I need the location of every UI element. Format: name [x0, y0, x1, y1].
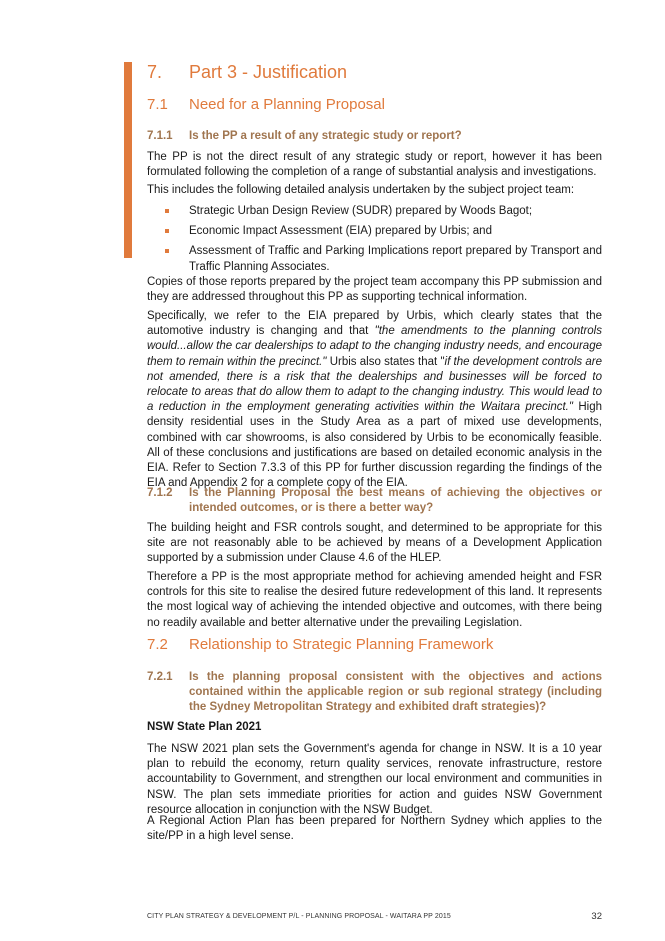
- heading-section-7-2-1: [147, 670, 602, 716]
- heading-number: 7.2: [147, 636, 168, 653]
- heading-title: Part 3 - Justification: [189, 62, 348, 82]
- heading-title: Need for a Planning Proposal: [189, 96, 385, 113]
- heading-number: 7.: [147, 62, 163, 82]
- heading-number: 7.1: [147, 96, 168, 113]
- page-number: 32: [591, 911, 602, 922]
- heading-number: 7.1.2: [147, 487, 173, 499]
- paragraph: Copies of those reports prepared by the project team accompany this PP submission and they are addressed throughout this PP as supporting technical information.: [147, 276, 602, 304]
- bullet-icon: [165, 229, 169, 233]
- paragraph: This includes the following detailed analysis undertaken by the subject project team:: [147, 184, 575, 196]
- list-item: Assessment of Traffic and Parking Implications report prepared by Transport and Traffic Planning Associates.: [147, 244, 602, 274]
- heading-section-7-1-1: [147, 129, 602, 144]
- heading-title: Is the planning proposal consistent with the objectives and actions contained within the applicable region or sub regional strategy (including the Sydney Metropolitan Strategy and exhibited draft strategies)?: [189, 671, 602, 714]
- bullet-icon: [165, 249, 169, 253]
- section-accent-bar: [124, 62, 132, 258]
- heading-section-7-2: [147, 636, 493, 653]
- paragraph: The PP is not the direct result of any strategic study or report, however it has been formulated following the completion of a range of substantial analysis and investigations.: [147, 151, 602, 179]
- page-footer: CITY PLAN STRATEGY & DEVELOPMENT P/L - PLANNING PROPOSAL - WAITARA PP 2015: [147, 913, 451, 920]
- heading-number: 7.2.1: [147, 671, 173, 683]
- heading-title: Relationship to Strategic Planning Framework: [189, 636, 494, 653]
- paragraph: The NSW 2021 plan sets the Government's agenda for change in NSW. It is a 10 year plan to rebuild the economy, return quality services, renovate infrastructure, restore accountability to Government, and strengthen our local environment and communities in NSW. The plan sets immediate priorities for action and guides NSW Government resource allocation in conjunction with the NSW Budget.: [147, 743, 602, 816]
- heading-number: 7.1.1: [147, 130, 173, 142]
- bullet-icon: [165, 209, 169, 213]
- subheading-nsw-state-plan: NSW State Plan 2021: [147, 721, 262, 733]
- list-item: Economic Impact Assessment (EIA) prepared by Urbis; and: [147, 224, 602, 239]
- bullet-list: [147, 204, 602, 280]
- heading-section-7-1: [147, 96, 385, 113]
- paragraph: A Regional Action Plan has been prepared for Northern Sydney which applies to the site/PP in a high level sense.: [147, 815, 602, 843]
- paragraph-urbis: Specifically, we refer to the EIA prepared by Urbis, which clearly states that the automotive industry is changing and that "the amendments to the planning controls would...allow the car dealerships to adapt to the changing industry needs, and encourage them to remain within the precinct." Urbis also states that "if the development controls are not amended, there is a risk that the dealerships and businesses will be forced to relocate to areas that do allow them to adapt to the changing industry. This would lead to a reduction in the employment generating activities within the Waitara precinct." High density residential uses in the Study Area as a part of mixed use developments, combined with car showrooms, is also considered by Urbis to be economically feasible. All of these conclusions and justifications are based on detailed economic analysis in the EIA. Refer to Section 7.3.3 of this PP for further discussion regarding the findings of the EIA and Appendix 2 for a complete copy of the EIA.: [147, 310, 602, 490]
- heading-section-7: [147, 62, 347, 83]
- list-item: Strategic Urban Design Review (SUDR) prepared by Woods Bagot;: [147, 204, 602, 219]
- paragraph: Therefore a PP is the most appropriate method for achieving amended height and FSR controls for this site to realise the desired future redevelopment of this land. It represents the most logical way of achieving the intended objective and outcomes, with there being no readily available and better alternative under the prevailing Legislation.: [147, 571, 602, 629]
- paragraph: The building height and FSR controls sought, and determined to be appropriate for this site are not reasonably able to be achieved by means of a Development Application supported by a submission under Clause 4.6 of the HLEP.: [147, 522, 602, 565]
- heading-title: Is the PP a result of any strategic study or report?: [189, 130, 462, 142]
- heading-title: Is the Planning Proposal the best means of achieving the objectives or intended outcomes, or is there a better way?: [189, 487, 602, 515]
- heading-section-7-1-2: [147, 486, 602, 516]
